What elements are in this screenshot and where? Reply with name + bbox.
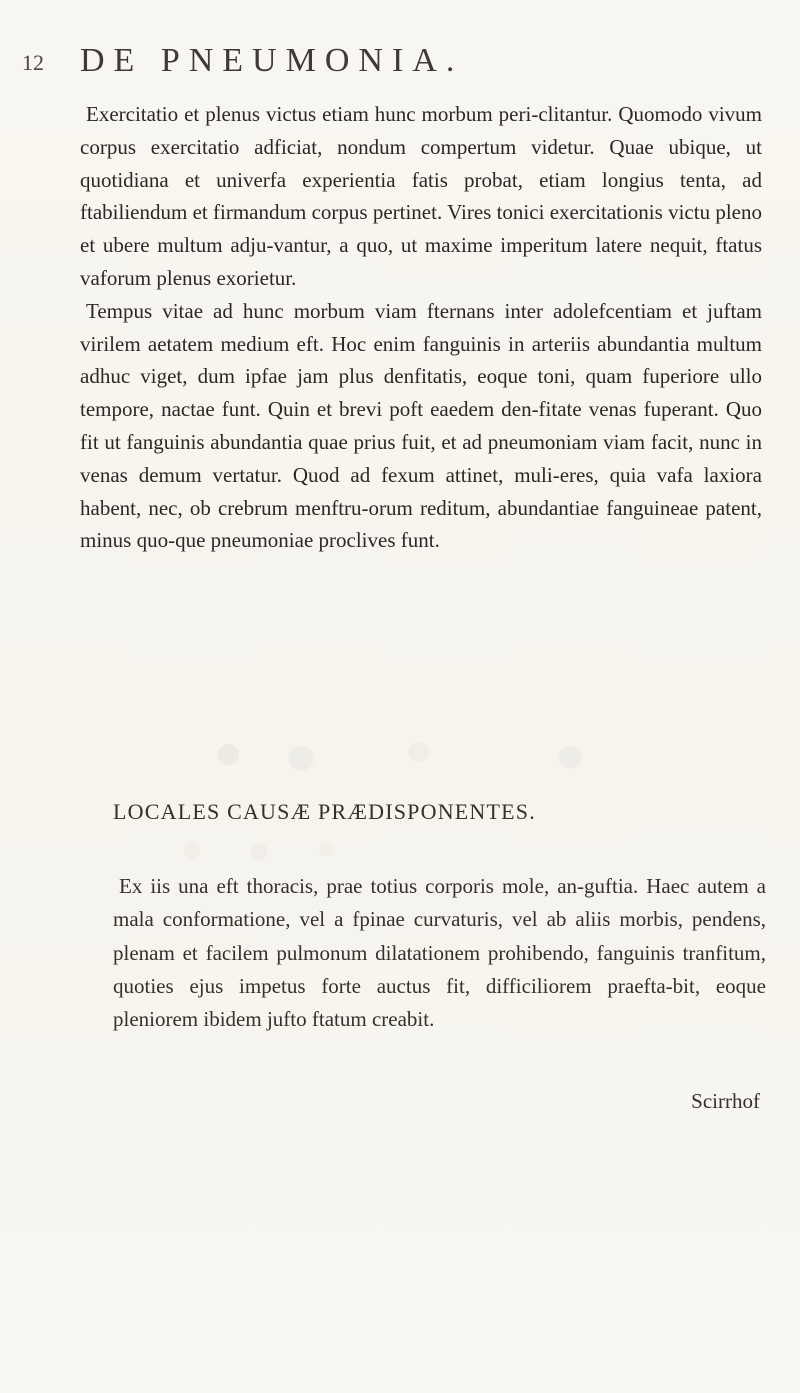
bleed-through-texture-lower <box>150 835 570 869</box>
page-number: 12 <box>22 50 44 75</box>
section-paragraph: Ex iis una eft thoracis, prae totius corporis mole, an-guftia. Haec autem a mala conformatione, vel a fpinae curvaturis, vel ab aliis morbis, pendens, plenam et facilem pulmonum dilatationem prohibendo, fanguinis tranfitum, quoties ejus impetus forte auctus fit, difficiliorem praefta-bit, eoque pleniorem ibidem jufto ftatum creabit. <box>113 874 766 1032</box>
main-text <box>80 98 762 557</box>
paragraph-2: Tempus vitae ad hunc morbum viam fternans inter adolefcentiam et juftam virilem aetatem medium eft. Hoc enim fanguinis in arteriis abundantia multum adhuc viget, dum ipfae jam plus denfitatis, eoque toni, quam fuperiore ullo tempore, nactae funt. Quin et brevi poft eaedem den-fitate venas fuperant. Quo fit ut fanguinis abundantia quae prius fuit, et ad pneumoniam viam facit, nunc in venas demum vertatur. Quod ad fexum attinet, muli-eres, quia vafa laxiora habent, nec, ob crebrum menftru-orum reditum, abundantiae fanguineae patent, minus quo-que pneumoniae proclives funt. <box>80 298 762 553</box>
section-heading: LOCALES CAUSÆ PRÆDISPONENTES. <box>113 799 536 824</box>
bleed-through-texture <box>150 732 710 782</box>
running-title: DE PNEUMONIA. <box>80 42 464 79</box>
catchword: Scirrhof <box>691 1089 760 1113</box>
paragraph-1: Exercitatio et plenus victus etiam hunc morbum peri-clitantur. Quomodo vivum corpus exercitatio adficiat, nondum compertum videtur. Quae ubique, ut quotidiana et univerfa experientia fatis probat, etiam longius tenta, ad ftabiliendum et firmandum corpus pertinet. Vires tonici exercitationis victu pleno et ubere multum adju-vantur, a quo, ut maxime imperitum latere nequit, ftatus vaforum plenus exorietur. <box>80 102 762 290</box>
page-header <box>22 42 762 82</box>
section-text <box>113 870 766 1036</box>
